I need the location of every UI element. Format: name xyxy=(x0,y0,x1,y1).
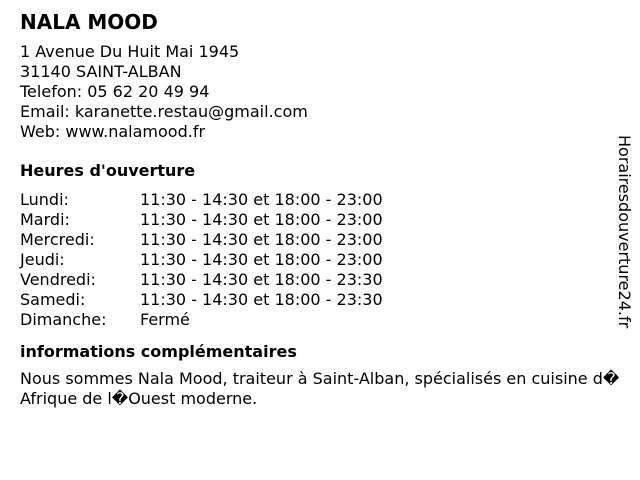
time-value: 11:30 - 14:30 et 18:00 - 23:00 xyxy=(140,230,383,249)
hours-title: Heures d'ouverture xyxy=(20,161,196,180)
email-text: Email: karanette.restau@gmail.com xyxy=(20,102,308,121)
hours-row xyxy=(20,270,620,290)
hours-row xyxy=(20,310,620,330)
hours-row xyxy=(20,190,620,210)
business-name: NALA MOOD xyxy=(20,10,158,34)
day-label: Lundi: xyxy=(20,190,69,209)
day-label: Samedi: xyxy=(20,290,86,309)
hours-row xyxy=(20,230,620,250)
address-line-1: 1 Avenue Du Huit Mai 1945 xyxy=(20,42,240,61)
hours-row xyxy=(20,290,620,310)
address-line-2: 31140 SAINT-ALBAN xyxy=(20,62,182,81)
day-label: Jeudi: xyxy=(20,250,65,269)
time-value: 11:30 - 14:30 et 18:00 - 23:30 xyxy=(140,290,383,309)
day-label: Mercredi: xyxy=(20,230,95,249)
info-text: Nous sommes Nala Mood, traiteur à Saint-Alban, spécialisés en cuisine d�Afrique de l�Ouest moderne. xyxy=(20,369,620,408)
time-value: 11:30 - 14:30 et 18:00 - 23:00 xyxy=(140,250,383,269)
day-label: Vendredi: xyxy=(20,270,96,289)
hours-row xyxy=(20,250,620,270)
time-value: Fermé xyxy=(140,310,190,329)
day-label: Mardi: xyxy=(20,210,70,229)
hours-row xyxy=(20,210,620,230)
hours-table xyxy=(20,190,620,330)
contact-block xyxy=(20,42,620,142)
info-title: informations complémentaires xyxy=(20,342,297,361)
time-value: 11:30 - 14:30 et 18:00 - 23:00 xyxy=(140,210,383,229)
web-text: Web: www.nalamood.fr xyxy=(20,122,206,141)
time-value: 11:30 - 14:30 et 18:00 - 23:00 xyxy=(140,190,383,209)
phone-text: Telefon: 05 62 20 49 94 xyxy=(20,82,210,101)
day-label: Dimanche: xyxy=(20,310,107,329)
business-card xyxy=(20,10,620,409)
time-value: 11:30 - 14:30 et 18:00 - 23:30 xyxy=(140,270,383,289)
side-watermark xyxy=(612,135,636,345)
side-watermark-text: Horairesdouverture24.fr xyxy=(615,135,634,329)
